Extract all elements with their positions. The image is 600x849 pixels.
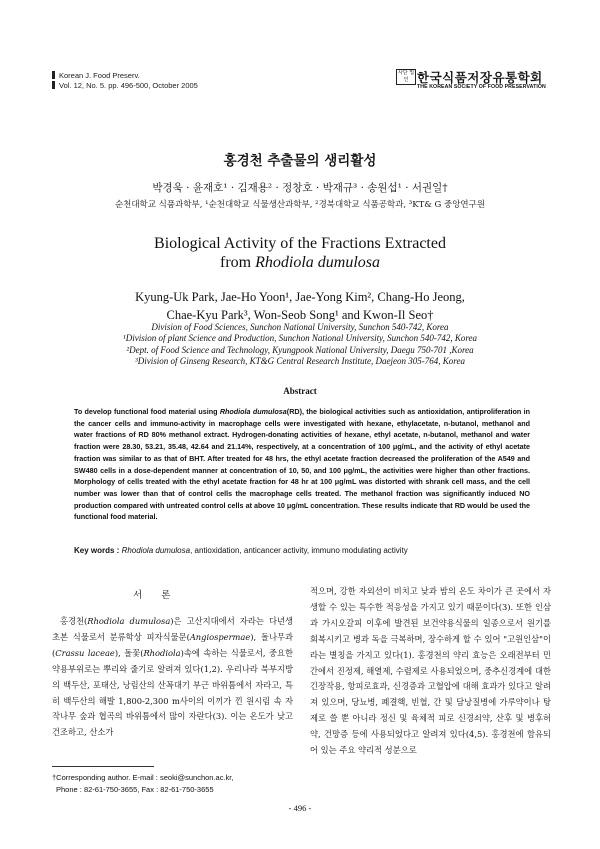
society-logo <box>396 69 548 93</box>
section-heading-introduction: 서 론 <box>133 590 179 601</box>
english-affiliations <box>0 322 600 368</box>
korean-title: 홍경천 추출물의 생리활성 <box>223 153 377 169</box>
korean-affiliations: 순천대학교 식품과학부, ¹순천대학교 식물생산과학부, ²경북대학교 식품공학과, ³KT& G 중앙연구원 <box>114 200 486 210</box>
species-name: Rhodiola dumulosa <box>121 546 191 555</box>
logo-english-name: THE KOREAN SOCIETY OF FOOD PRESERVATION <box>417 84 546 90</box>
footnote-email-line: †Corresponding author. E-mail : seoki@sunchon.ac.kr, <box>52 773 234 782</box>
abstract-body: To develop functional food material using Rhodiola dumulosa(RD), the biological activities such as antioxidation, antiproliferation in the cancer cells and immuno-activity in macrophage cells were investigated with hexane, ethylacetate, n-butanol, methanol and water fractions of RD 80% methanol extract. Hydrogen-donating activities of hexane, ethyl acetate, n-butanol, methanol and water fraction were 28.30, 53.21, 35.48, 42.64 and 21.14%, respectively, at a concentration of 100 μg/mL, and the activity of ethyl acetate fraction was similar to as that of BHT. After treated for 48 hrs, the ethyl acetate fraction decreased the proliferation of the A549 and SW480 cells in a dose-dependent manner at concentration of 10, 50, and 100 μg/mL, the activities were higher than other fractions. Morphology of cells treated with the ethyl acetate fraction for 48 hr at 100 μg/mL was distorted with shrank cell mass, and the cell number was lower than that of control cells the macrophage cells treated. The methanol fraction was significantly induced NO production compared with untreated control cells at above 10 μg/mL concentration. These results indicate that RD would be used the functional food material. <box>74 407 530 522</box>
english-authors-line1: Kyung-Uk Park, Jae-Ho Yoon¹, Jae-Yong Kim², Chang-Ho Jeong, <box>135 290 465 304</box>
english-authors-line2: Chae-Kyu Park³, Won-Seob Song¹ and Kwon-Il Seo† <box>166 308 434 322</box>
affiliation-line: ¹Division of plant Science and Production, Sunchon National University, Sunchon 540-742, Korea <box>123 333 477 344</box>
english-title-line2: from Rhodiola dumulosa <box>220 253 380 271</box>
species-name: Rhodiola dumulosa <box>255 253 380 271</box>
footnote-divider <box>52 766 154 767</box>
page-number: - 496 - <box>288 803 312 813</box>
left-column-paragraph: 홍경천(Rhodiola dumulosa)은 고산지대에서 자라는 다년생 초본 식물로서 분류학상 피자식물문(Angiospermae), 돌나무과(Crassu laceae), 돌꽃(Rhodiola)속에 속하는 식물로서, 중요한 약용부위로는 뿌리와 줄기로 알려져 있다(1,2). 우리나라 북부지방의 백두산, 포태산, 낭림산의 산꼭대기 부근 바위틈에서 자라고, 특히 백두산의 해발 1,800-2,300 m사이의 이끼가 낀 원시림 속 자작나무 숲과 협곡의 바위틈에서 많이 자란다(3). 이는 온도가 낮고 건조하고, 산소가 <box>52 616 293 738</box>
abstract-heading: Abstract <box>283 386 317 396</box>
affiliation-line: ²Dept. of Food Science and Technology, Kyungpook National University, Daegu 750-701 ,Korea <box>126 344 474 355</box>
logo-badge: 사단 법인 <box>396 69 416 85</box>
korean-authors: 박경욱 · 윤재호¹ · 김재용² · 정창호 · 박재규³ · 송원섭¹ · 서권일† <box>152 182 448 194</box>
keywords: Key words : Rhodiola dumulosa, antioxidation, anticancer activity, immuno modulating activity <box>74 546 408 555</box>
footnote-phone-line: Phone : 82-61-750-3655, Fax : 82-61-750-3655 <box>56 784 214 794</box>
english-title-line1: Biological Activity of the Fractions Extracted <box>154 235 446 252</box>
header-bar-icon <box>52 81 55 89</box>
logo-korean-name: 한국식품저장유통학회 <box>417 70 543 85</box>
header-bar-icon <box>52 71 55 79</box>
english-title <box>0 235 600 272</box>
journal-name-line: Korean J. Food Preserv. <box>52 71 198 81</box>
journal-volume-line: Vol. 12, No. 5. pp. 496-500, October 2005 <box>52 81 198 91</box>
affiliation-line: ³Division of Ginseng Research, KT&G Central Research Institute, Daejeon 305-764, Korea <box>135 356 465 367</box>
affiliation-line: Division of Food Sciences, Sunchon National University, Sunchon 540-742, Korea <box>151 322 449 332</box>
right-column-paragraph: 적으며, 강한 자외선이 비치고 낮과 밤의 온도 차이가 큰 곳에서 자생할 수 있는 특수한 적응성을 가지고 있기 때문이다(3). 또한 인삼과 가시오갈피 이후에 발견된 보건약용식물의 일종으로서 원기를 회복시키고 병과 독을 극복하며, 장수하게 할 수 있어 "고원인삼"이라는 별칭을 가지고 있다(1). 홍경천의 약리 효능은 오래전부터 민간에서 진정제, 해열제, 수렴제로 사용되었으며, 중추신경계에 대한 긴장작용, 항피로효과, 신경증과 고혈압에 대해 효과가 있다고 알려져 있으며, 당뇨병, 폐결핵, 빈혈, 간 및 담낭질병에 가루약이나 탕제로 쓸 뿐 아니라 정신 및 육체적 피로 신경쇠약, 산후 및 병후허약, 건망증 등에 사용되었다고 알려져 있다(4,5). 홍경천에 함유되어 있는 주요 약리적 성분으로 <box>310 586 551 756</box>
journal-citation <box>52 71 198 91</box>
species-name: Rhodiola dumulosa <box>219 407 287 416</box>
keywords-label: Key words : <box>74 546 120 555</box>
corresponding-author-footnote <box>52 772 293 795</box>
english-authors <box>0 288 600 324</box>
